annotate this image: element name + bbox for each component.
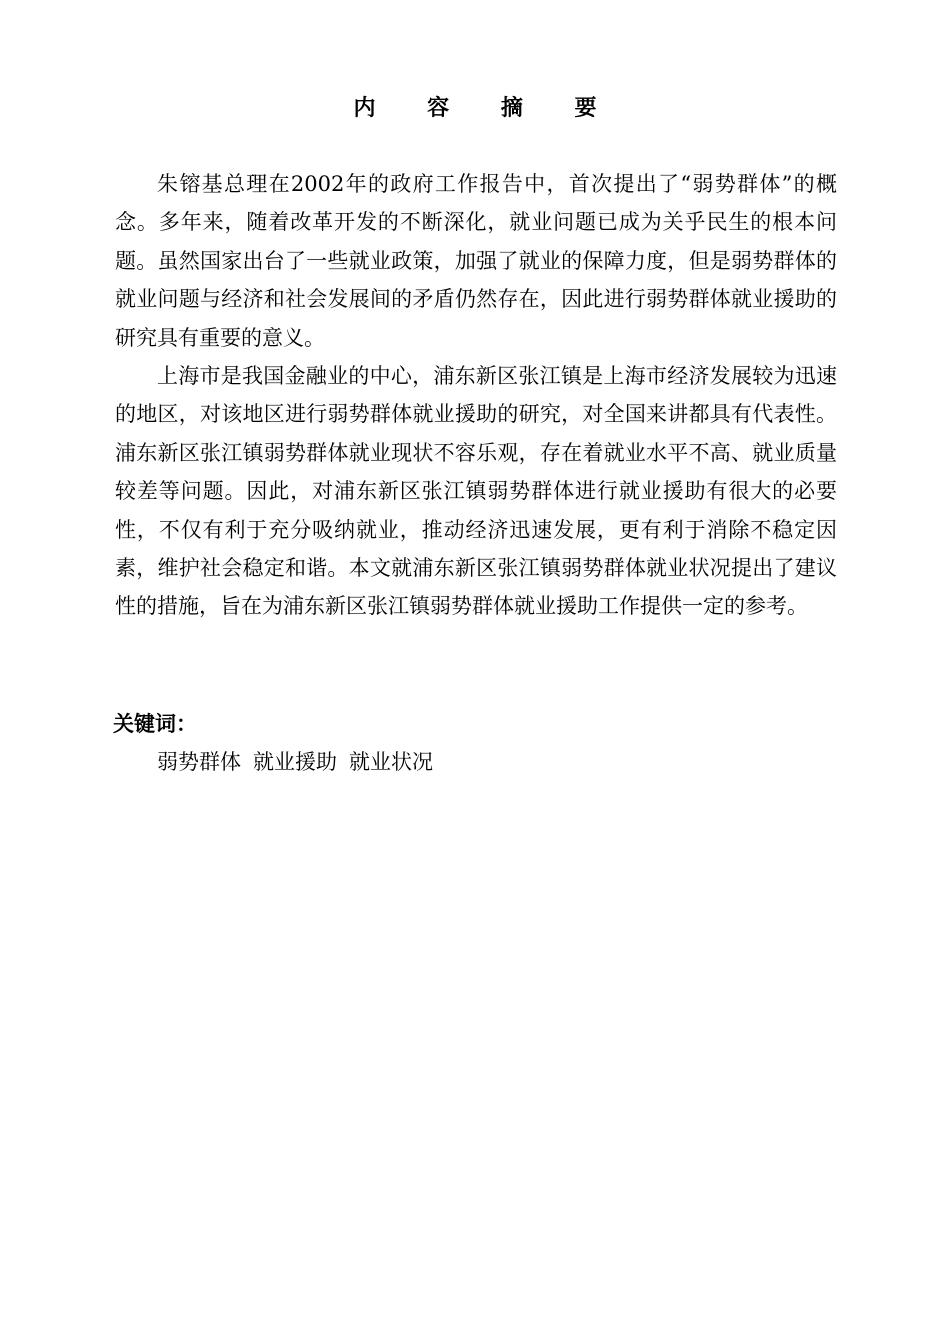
abstract-paragraph: 朱镕基总理在2002年的政府工作报告中，首次提出了“弱势群体”的概念。多年来，随着改革开发的不断深化，就业问题已成为关乎民生的根本问题。虽然国家出台了一些就业政策，加强了就业的保障力度，但是弱势群体的就业问题与经济和社会发展间的矛盾仍然存在，因此进行弱势群体就业援助的研究具有重要的意义。 — [115, 172, 837, 350]
abstract-title: 内 容 摘 要 — [353, 96, 619, 121]
keyword: 就业援助 — [253, 750, 337, 774]
abstract-paragraph-1-block — [115, 165, 837, 357]
keyword: 弱势群体 — [157, 750, 241, 774]
keywords-label: 关键词： — [113, 712, 197, 736]
keywords-list — [157, 744, 433, 780]
keyword: 就业状况 — [349, 750, 433, 774]
abstract-paragraph: 上海市是我国金融业的中心，浦东新区张江镇是上海市经济发展较为迅速的地区，对该地区进行弱势群体就业援助的研究，对全国来讲都具有代表性。浦东新区张江镇弱势群体就业现状不容乐观，存在着就业水平不高、就业质量较差等问题。因此，对浦东新区张江镇弱势群体进行就业援助有很大的必要性，不仅有利于充分吸纳就业，推动经济迅速发展，更有利于消除不稳定因素，维护社会稳定和谐。本文就浦东新区张江镇弱势群体就业状况提出了建议性的措施，旨在为浦东新区张江镇弱势群体就业援助工作提供一定的参考。 — [115, 364, 837, 619]
abstract-paragraph-2-block — [115, 357, 837, 626]
